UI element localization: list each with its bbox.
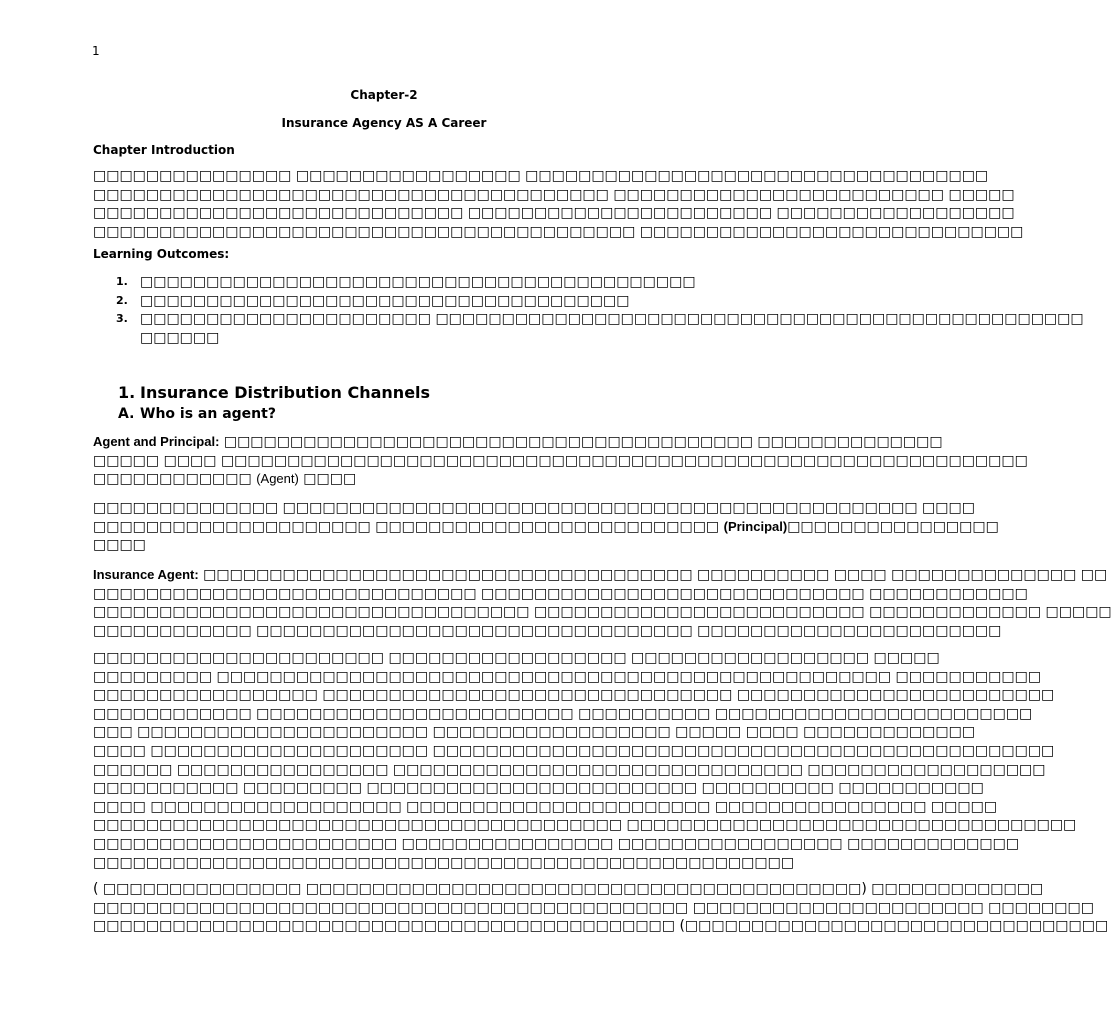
intro-heading: Chapter Introduction [93, 143, 235, 157]
paragraph-line: □□□□ [93, 537, 146, 554]
paragraph-text: □□□□□□□□□□□□□□□□□□□□□□□□□□□□□□□□□□□□□ □□□□□□□□□□ □□□□ □□□□□□□□□□□□□□ □□ [198, 567, 1108, 583]
list-item [116, 310, 1084, 347]
principal-term: (Principal) [723, 518, 788, 534]
body-paragraph [93, 649, 1077, 872]
paragraph-line: □□□□□□□□□□□□□□□□□□□□□□□□□□□□□□□□□□□□□□□□ □□□□□□□□□□□□□□□□□□□□□□□□□□□□□□□□□□ [93, 817, 1077, 834]
intro-line: □□□□□□□□□□□□□□□□□□□□□□□□□□□□ □□□□□□□□□□□□□□□□□□□□□□□ □□□□□□□□□□□□□□□□□□ [93, 205, 1015, 222]
intro-line: □□□□□□□□□□□□□□□□□□□□□□□□□□□□□□□□□□□□□□□ □□□□□□□□□□□□□□□□□□□□□□□□□ □□□□□ [93, 186, 1015, 203]
paragraph-line: □□□□□□□□□ □□□□□□□□□□□□□□□□□□□□□□□□□□□□□□□□□□□□□□□□□□□□□□□□□□□ □□□□□□□□□□□ [93, 668, 1042, 685]
paragraph-line: □□□□□□□□□□□□□□□□□□□□□□□□□□□□□□□□□□□□□□□□□□□□□□□□□□□□□ [93, 854, 795, 871]
list-item-line: □□□□□□ [140, 329, 220, 346]
principal-paragraph [93, 499, 999, 555]
subsection-letter: A. [118, 406, 135, 422]
paragraph-text: □□□□□□□□□□□□ [93, 471, 257, 488]
list-item-line: □□□□□□□□□□□□□□□□□□□□□□ □□□□□□□□□□□□□□□□□□□□□□□□□□□□□□□□□□□□□□□□□□□□□□□□□ [140, 311, 1084, 327]
list-item [116, 273, 1084, 292]
paragraph-text: □□□□□□□□□□□□□□□□□□□□□ □□□□□□□□□□□□□□□□□□□□□□□□□□ [93, 518, 724, 535]
subsection-title: Who is an agent? [140, 406, 276, 422]
paragraph-text: □□□□□□□□□□□□□□□□□□□□□□□□□□□□□□□□□□□□□□□□ □□□□□□□□□□□□□□ [219, 434, 943, 450]
document-title: Insurance Agency AS A Career [281, 116, 487, 130]
paragraph-text: □□□□□□□□□□□□□□□□ [787, 518, 999, 535]
intro-line: □□□□□□□□□□□□□□□ □□□□□□□□□□□□□□□□□ □□□□□□□□□□□□□□□□□□□□□□□□□□□□□□□□□□□ [93, 168, 989, 184]
paragraph-line: □□□□□□□□□□□□□□□□□□□□□□□□□□□□□ □□□□□□□□□□□□□□□□□□□□□□□□□□□□□ □□□□□□□□□□□□ [93, 585, 1028, 602]
list-item [116, 292, 1084, 311]
list-item-text: □□□□□□□□□□□□□□□□□□□□□□□□□□□□□□□□□□□□□□□□□□ [140, 274, 696, 290]
section-heading [118, 383, 430, 402]
paragraph-line: □□□ □□□□□□□□□□□□□□□□□□□□□□ □□□□□□□□□□□□□□□□□□ □□□□□ □□□□ □□□□□□□□□□□□□ [93, 724, 976, 741]
paragraph-line: □□□□ □□□□□□□□□□□□□□□□□□□ □□□□□□□□□□□□□□□□□□□□□□□ □□□□□□□□□□□□□□□□ □□□□□ [93, 798, 998, 815]
learning-outcomes-heading: Learning Outcomes: [93, 247, 230, 261]
paragraph-line: □□□□ □□□□□□□□□□□□□□□□□□□□□ □□□□□□□□□□□□□□□□□□□□□□□□□□□□□□□□□□□□□□□□□□□□□□□ [93, 742, 1055, 759]
paragraph-line: □□□□□□□□□□□□□□ □□□□□□□□□□□□□□□□□□□□□□□□□□□□□□□□□□□□□□□□□□□□□□□□ □□□□ [93, 500, 975, 516]
paragraph-line: □□□□□□□□□□□□□□□□□□□□□□□□□□□□□□□□□ □□□□□□□□□□□□□□□□□□□□□□□□□ □□□□□□□□□□□□□ □□□□□ [93, 604, 1112, 621]
list-number: 3. [116, 312, 128, 325]
paragraph-line: □□□□□□□□□□□□□□□□□□□□□□□ □□□□□□□□□□□□□□□□ □□□□□□□□□□□□□□□□□ □□□□□□□□□□□□□ [93, 835, 1020, 852]
paragraph-line: □□□□□□ □□□□□□□□□□□□□□□□ □□□□□□□□□□□□□□□□□□□□□□□□□□□□□□□ □□□□□□□□□□□□□□□□□□ [93, 761, 1046, 778]
list-number: 2. [116, 293, 128, 307]
list-item-text: □□□□□□□□□□□□□□□□□□□□□□□□□□□□□□□□□□□□□ [140, 292, 630, 309]
insurance-agent-paragraph [93, 566, 1112, 640]
paragraph-line: □□□□□□□□□□□□ □□□□□□□□□□□□□□□□□□□□□□□□□□□□□□□□□ □□□□□□□□□□□□□□□□□□□□□□□ [93, 622, 1002, 639]
section-title: Insurance Distribution Channels [140, 383, 431, 402]
learning-outcomes-list [116, 273, 1084, 347]
list-item-text [140, 310, 1084, 347]
agent-term: (Agent) [256, 471, 299, 487]
section-number: 1. [118, 383, 136, 402]
agent-principal-paragraph [93, 433, 1028, 489]
term-label: Insurance Agent: [93, 567, 199, 582]
page-number: 1 [92, 44, 100, 58]
paragraph-text: □□□□ [298, 471, 357, 488]
closing-paragraph [93, 880, 1109, 936]
paragraph-line: □□□□□ □□□□ □□□□□□□□□□□□□□□□□□□□□□□□□□□□□□□□□□□□□□□□□□□□□□□□□□□□□□□□□□□□□ [93, 452, 1028, 469]
paragraph-line: □□□□□□□□□□□□□□□□□ □□□□□□□□□□□□□□□□□□□□□□□□□□□□□□□ □□□□□□□□□□□□□□□□□□□□□□□□ [93, 687, 1055, 704]
paragraph-line: □□□□□□□□□□□ □□□□□□□□□ □□□□□□□□□□□□□□□□□□□□□□□□□ □□□□□□□□□□ □□□□□□□□□□□ [93, 780, 984, 797]
paragraph-line: □□□□□□□□□□□□ □□□□□□□□□□□□□□□□□□□□□□□□ □□□□□□□□□□ □□□□□□□□□□□□□□□□□□□□□□□□ [93, 705, 1033, 722]
paragraph-line: ( □□□□□□□□□□□□□□□ □□□□□□□□□□□□□□□□□□□□□□□□□□□□□□□□□□□□□□□□□□) □□□□□□□□□□□□□ [93, 881, 1044, 897]
paragraph-line: □□□□□□□□□□□□□□□□□□□□□□ □□□□□□□□□□□□□□□□□□ □□□□□□□□□□□□□□□□□□ □□□□□ [93, 650, 940, 666]
term-label: Agent and Principal: [93, 434, 220, 449]
subsection-heading [118, 406, 276, 422]
intro-paragraph [93, 167, 1024, 241]
paragraph-line: □□□□□□□□□□□□□□□□□□□□□□□□□□□□□□□□□□□□□□□□□□□□ (□□□□□□□□□□□□□□□□□□□□□□□□□□□□□□□□ [93, 918, 1109, 935]
chapter-title: Chapter-2 [350, 88, 418, 102]
paragraph-line: □□□□□□□□□□□□□□□□□□□□□□□□□□□□□□□□□□□□□□□□□□□□□ □□□□□□□□□□□□□□□□□□□□□□ □□□□□□□□ [93, 899, 1094, 916]
list-number: 1. [116, 275, 128, 288]
intro-line: □□□□□□□□□□□□□□□□□□□□□□□□□□□□□□□□□□□□□□□□□ □□□□□□□□□□□□□□□□□□□□□□□□□□□□□ [93, 223, 1024, 240]
